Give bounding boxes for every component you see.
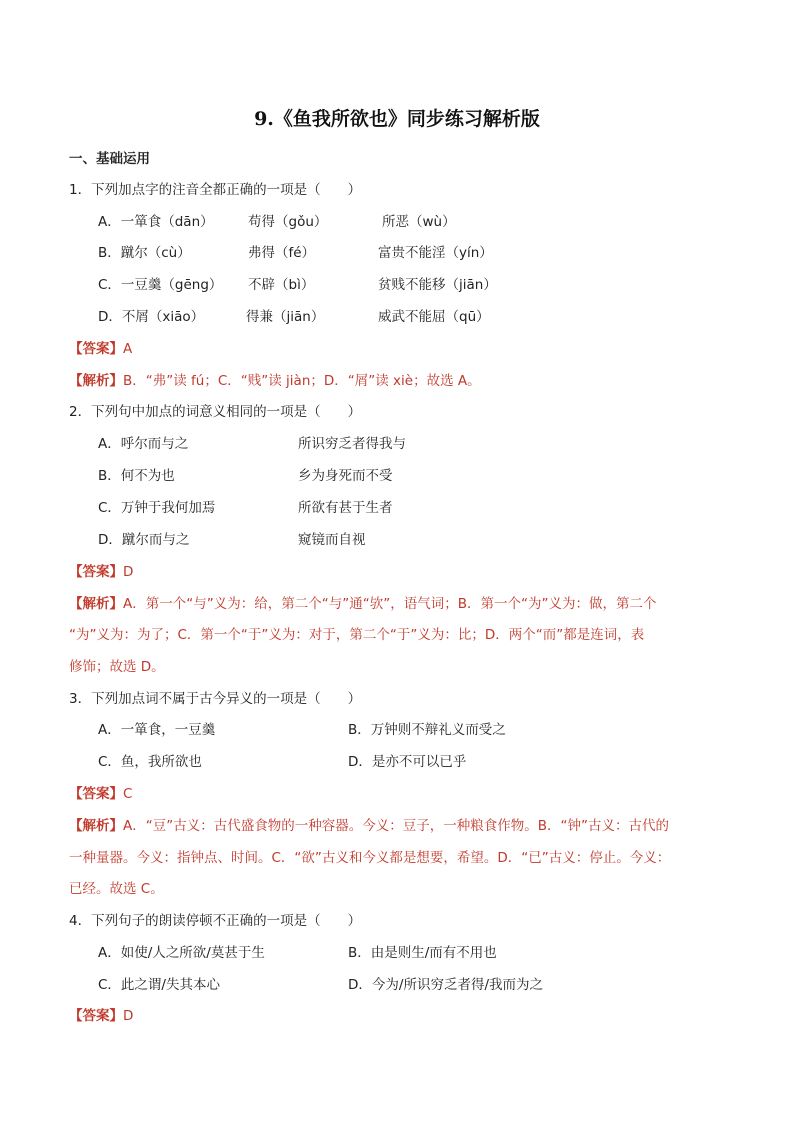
- q3-analysis-line-2: 一种量器。今义：指钟点、时间。C．“欲”古义和今义都是想要，希望。D．“已”古义：停止。今义：: [69, 850, 671, 866]
- q3-answer-value: C: [123, 786, 133, 802]
- q1-option-d-2: 得兼（jiān）: [246, 309, 325, 325]
- q4-option-d: D．今为/所识穷乏者得/我而为之: [348, 977, 543, 993]
- q1-option-c-2: 不辟（bì）: [248, 277, 315, 293]
- question-4-stem: 4．下列句子的朗读停顿不正确的一项是（ ）: [69, 913, 362, 929]
- q3-option-a: A．一箪食，一豆羹: [98, 722, 216, 738]
- q1-option-a-3: 所恶（wù）: [382, 214, 456, 230]
- q2-analysis: [69, 592, 656, 612]
- q4-option-a: A．如使/人之所欲/莫甚于生: [98, 945, 265, 961]
- question-1-stem: 1．下列加点字的注音全都正确的一项是（ ）: [69, 182, 362, 198]
- question-2-stem: 2．下列句中加点的词意义相同的一项是（ ）: [69, 404, 362, 420]
- q2-answer: [69, 560, 133, 580]
- q1-option-a-1: A．一箪食（dān）: [98, 214, 214, 230]
- answer-label: 【答案】: [69, 341, 123, 357]
- q1-analysis-text: B．“弗”读 fú；C．“贱”读 jiàn；D．“屑”读 xiè；故选 A。: [123, 373, 481, 389]
- q4-option-b: B．由是则生/而有不用也: [348, 945, 497, 961]
- q1-option-b-2: 弗得（fé）: [248, 245, 316, 261]
- q2-option-d-1: D．蹴尔而与之: [98, 532, 190, 548]
- q2-option-a-1: A．呼尔而与之: [98, 436, 189, 452]
- q4-answer-value: D: [123, 1008, 134, 1024]
- q1-option-d-3: 威武不能屈（qū）: [378, 309, 490, 325]
- q2-option-c-1: C．万钟于我何加焉: [98, 500, 216, 516]
- q3-option-b: B．万钟则不辩礼义而受之: [348, 722, 506, 738]
- q1-option-c-3: 贫贱不能移（jiān）: [378, 277, 497, 293]
- question-3-stem: 3．下列加点词不属于古今异义的一项是（ ）: [69, 691, 362, 707]
- q2-analysis-line-3: 修饰；故选 D。: [69, 659, 165, 675]
- q1-analysis: [69, 369, 481, 389]
- section-heading: 一、基础运用: [69, 151, 150, 167]
- q2-option-c-2: 所欲有甚于生者: [298, 500, 393, 516]
- q1-option-c-1: C．一豆羹（gēng）: [98, 277, 223, 293]
- q3-option-c: C．鱼，我所欲也: [98, 754, 202, 770]
- q1-option-d-1: D．不屑（xiāo）: [98, 309, 205, 325]
- q1-answer: [69, 337, 132, 357]
- q1-option-b-3: 富贵不能淫（yín）: [378, 245, 493, 261]
- answer-label: 【答案】: [69, 1008, 123, 1024]
- q4-answer: [69, 1004, 133, 1024]
- q1-option-b-1: B．蹴尔（cù）: [98, 245, 191, 261]
- q3-option-d: D．是亦不可以已乎: [348, 754, 467, 770]
- q1-answer-value: A: [123, 341, 133, 357]
- analysis-label: 【解析】: [69, 373, 123, 389]
- q3-answer: [69, 782, 132, 802]
- q3-analysis: [69, 814, 669, 834]
- q2-option-b-2: 乡为身死而不受: [298, 468, 393, 484]
- q3-analysis-text-1: A．“豆”古义：古代盛食物的一种容器。今义：豆子，一种粮食作物。B．“钟”古义：古代的: [123, 818, 669, 834]
- q2-answer-value: D: [123, 564, 134, 580]
- q2-analysis-line-2: “为”义为：为了；C．第一个“于”义为：对于，第二个“于”义为：比；D．两个“而”都是连词，表: [69, 627, 645, 643]
- q2-option-d-2: 窥镜而自视: [298, 532, 366, 548]
- q2-option-a-2: 所识穷乏者得我与: [298, 436, 406, 452]
- answer-label: 【答案】: [69, 564, 123, 580]
- q2-option-b-1: B．何不为也: [98, 468, 175, 484]
- analysis-label: 【解析】: [69, 818, 123, 834]
- q4-option-c: C．此之谓/失其本心: [98, 977, 220, 993]
- answer-label: 【答案】: [69, 786, 123, 802]
- page-title: 9.《鱼我所欲也》同步练习解析版: [254, 108, 540, 130]
- q3-analysis-line-3: 已经。故选 C。: [69, 881, 164, 897]
- q1-option-a-2: 苟得（gǒu）: [248, 214, 328, 230]
- q2-analysis-text-1: A．第一个“与”义为：给，第二个“与”通“欤”，语气词；B．第一个“为”义为：做，第二个: [123, 596, 657, 612]
- analysis-label: 【解析】: [69, 596, 123, 612]
